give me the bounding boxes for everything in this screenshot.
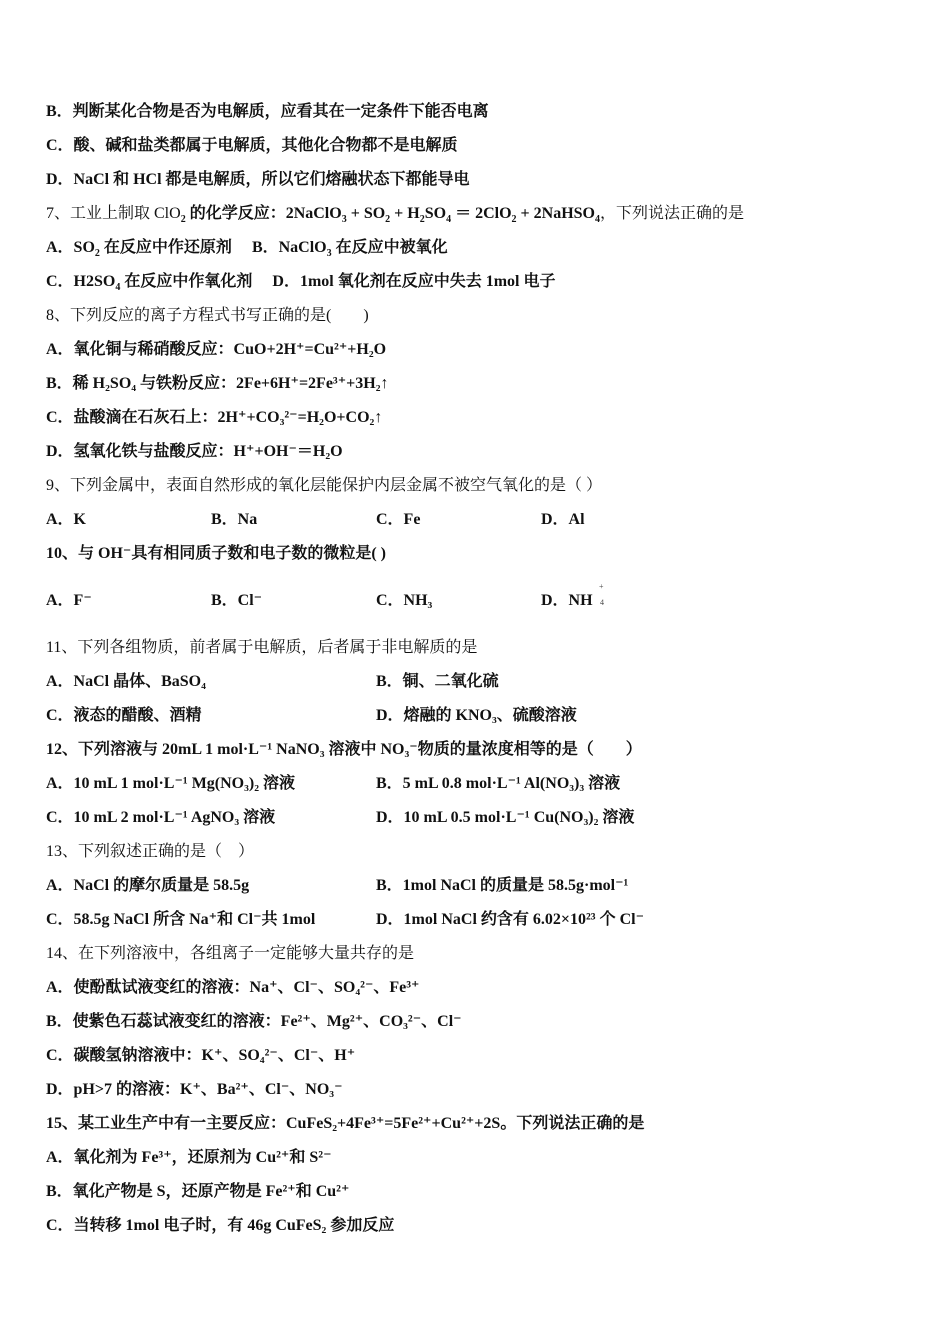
q11-stem: 11、下列各组物质，前者属于电解质，后者属于非电解质的是 xyxy=(46,639,478,656)
q10-option-d: D．NH xyxy=(541,592,593,609)
q9-option-d: D．Al xyxy=(541,511,585,528)
q12-option-c: C．10 mL 2 mol·L⁻¹ AgNO₃ 溶液 xyxy=(46,809,276,826)
q12-option-d: D．10 mL 0.5 mol·L⁻¹ Cu(NO₃)₂ 溶液 xyxy=(376,809,635,826)
q8-stem: 8、下列反应的离子方程式书写正确的是( ) xyxy=(46,307,369,324)
q7-options-ab: A．$SO_2$ 在反应中作还原剂 B．NaClO$_3$ 在反应中被氧化 xyxy=(46,239,448,260)
q10-option-a: A．F⁻ xyxy=(46,592,92,609)
q10-option-b: B．Cl⁻ xyxy=(211,592,263,609)
q9-option-c: C．Fe xyxy=(376,511,421,528)
q8-option-d: D．氢氧化铁与盐酸反应：H⁺+OH⁻＝H₂O xyxy=(46,443,343,460)
q10-stem: 10、与 OH⁻具有相同质子数和电子数的微粒是( ) xyxy=(46,545,386,562)
q7-options-cd: C．$H2SO_4$ 在反应中作氧化剂 D．1mol 氧化剂在反应中失去 1mol 电子 xyxy=(46,273,556,294)
q10-option-c: C．NH₃ xyxy=(376,592,433,609)
q12-stem: 12、下列溶液与 20mL 1 mol·L⁻¹ NaNO₃ 溶液中 NO₃⁻物质的量浓度相等的是（ ） xyxy=(46,741,642,758)
q9-option-b: B．Na xyxy=(211,511,258,528)
q6-option-b: B．判断某化合物是否为电解质，应看其在一定条件下能否电离 xyxy=(46,103,489,120)
q15-stem: 15、某工业生产中有一主要反应：CuFeS₂+4Fe³⁺=5Fe²⁺+Cu²⁺+2S。下列说法正确的是 xyxy=(46,1115,645,1132)
q14-stem: 14、在下列溶液中，各组离子一定能够大量共存的是 xyxy=(46,945,415,962)
q8-option-a: A．氧化铜与稀硝酸反应：CuO+2H⁺=Cu²⁺+H₂O xyxy=(46,341,387,358)
q12-option-b: B．5 mL 0.8 mol·L⁻¹ Al(NO₃)₃ 溶液 xyxy=(376,775,621,792)
q10-d-subscript: 4 xyxy=(600,598,604,607)
q9-option-a: A．K xyxy=(46,511,87,528)
q13-option-b: B．1mol NaCl 的质量是 58.5g·mol⁻¹ xyxy=(376,877,629,894)
q13-option-d: D．1mol NaCl 约含有 6.02×10²³ 个 Cl⁻ xyxy=(376,911,645,928)
q14-option-b: B．使紫色石蕊试液变红的溶液：Fe²⁺、Mg²⁺、CO₃²⁻、Cl⁻ xyxy=(46,1013,462,1030)
q15-option-c: C．当转移 1mol 电子时，有 46g CuFeS₂ 参加反应 xyxy=(46,1217,395,1234)
q12-option-a: A．10 mL 1 mol·L⁻¹ Mg(NO₃)₂ 溶液 xyxy=(46,775,296,792)
q8-option-b: B．稀 H₂SO₄ 与铁粉反应：2Fe+6H⁺=2Fe³⁺+3H₂↑ xyxy=(46,375,389,392)
q13-stem: 13、下列叙述正确的是（ ） xyxy=(46,843,255,860)
q11-option-c: C．液态的醋酸、酒精 xyxy=(46,707,202,724)
q11-option-b: B．铜、二氧化硫 xyxy=(376,673,499,690)
q14-option-a: A．使酚酞试液变红的溶液：Na⁺、Cl⁻、SO₄²⁻、Fe³⁺ xyxy=(46,979,420,996)
q11-option-a: A．NaCl 晶体、BaSO₄ xyxy=(46,673,206,690)
q9-stem: 9、下列金属中，表面自然形成的氧化层能保护内层金属不被空气氧化的是（ ） xyxy=(46,477,603,494)
q13-option-a: A．NaCl 的摩尔质量是 58.5g xyxy=(46,877,250,894)
q14-option-d: D．pH>7 的溶液：K⁺、Ba²⁺、Cl⁻、NO₃⁻ xyxy=(46,1081,343,1098)
q6-option-d: D．NaCl 和 HCl 都是电解质，所以它们熔融状态下都能导电 xyxy=(46,171,470,188)
q13-option-c: C．58.5g NaCl 所含 Na⁺和 Cl⁻共 1mol xyxy=(46,911,316,928)
q6-option-c: C．酸、碱和盐类都属于电解质，其他化合物都不是电解质 xyxy=(46,137,458,154)
q10-d-charge: + xyxy=(599,582,604,591)
q8-option-c: C．盐酸滴在石灰石上：2H⁺+CO₃²⁻=H₂O+CO₂↑ xyxy=(46,409,383,426)
q14-option-c: C．碳酸氢钠溶液中：K⁺、SO₄²⁻、Cl⁻、H⁺ xyxy=(46,1047,356,1064)
q15-option-a: A．氧化剂为 Fe³⁺，还原剂为 Cu²⁺和 S²⁻ xyxy=(46,1149,332,1166)
q7-stem: 7、工业上制取 ClO$_2$ 的化学反应：2NaClO$_3$ + $SO_2 + H_2SO_4 = 2ClO_2$ + 2NaHSO$_4$，下列说法正确的是 xyxy=(46,205,745,226)
q11-option-d: D．熔融的 KNO₃、硫酸溶液 xyxy=(376,707,577,724)
q15-option-b: B．氧化产物是 S，还原产物是 Fe²⁺和 Cu²⁺ xyxy=(46,1183,350,1200)
